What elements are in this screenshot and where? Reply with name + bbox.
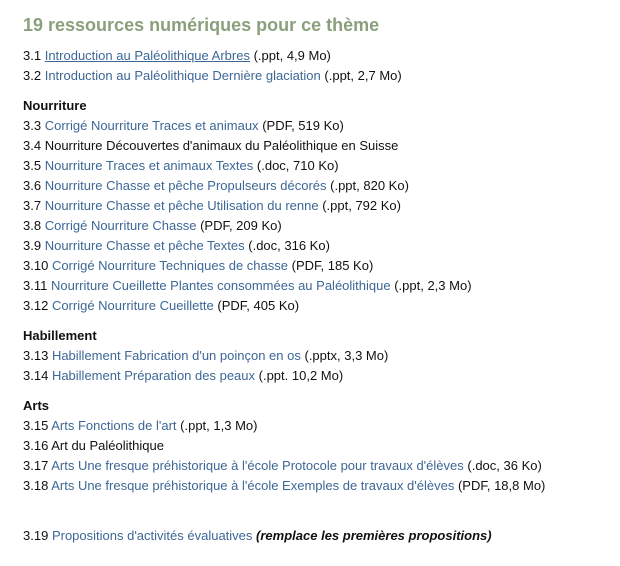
spacer <box>23 506 620 526</box>
resource-link[interactable]: Nourriture Chasse et pêche Utilisation du renne <box>44 198 319 213</box>
group-arts <box>23 396 620 496</box>
file-meta: (.doc, 36 Ko) <box>467 458 542 473</box>
file-meta: (.ppt, 820 Ko) <box>330 178 409 193</box>
resources-heading: 19 ressources numériques pour ce thème <box>23 15 380 35</box>
group-title: Nourriture <box>23 98 87 113</box>
file-meta: (PDF, 209 Ko) <box>200 218 282 233</box>
resource-item <box>23 476 620 496</box>
resource-item <box>23 256 620 276</box>
resource-item <box>23 416 620 436</box>
file-meta: (.pptx, 3,3 Mo) <box>304 348 389 363</box>
resource-item <box>23 436 620 456</box>
resource-item <box>23 296 620 316</box>
item-number: 3.9 <box>23 238 42 253</box>
item-number: 3.8 <box>23 218 42 233</box>
group-title: Habillement <box>23 328 97 343</box>
file-meta: (.doc, 316 Ko) <box>248 238 330 253</box>
resource-link[interactable]: Propositions d'activités évaluatives <box>51 528 253 543</box>
resource-link[interactable]: Arts Une fresque préhistorique à l'école Protocole pour travaux d'élèves <box>51 458 464 473</box>
resource-item <box>23 116 620 136</box>
item-number: 3.4 <box>23 138 42 153</box>
item-number: 3.7 <box>23 198 42 213</box>
resource-item <box>23 366 620 386</box>
group-title: Arts <box>23 398 50 413</box>
file-meta: (PDF, 405 Ko) <box>217 298 300 313</box>
item-number: 3.15 <box>23 418 49 433</box>
file-meta: (.ppt. 10,2 Mo) <box>258 368 344 383</box>
file-meta: (.ppt, 2,7 Mo) <box>324 68 402 83</box>
resource-link[interactable]: Arts Fonctions de l'art <box>51 418 177 433</box>
item-number: 3.3 <box>23 118 42 133</box>
resource-item <box>23 276 620 296</box>
resource-link[interactable]: Nourriture Cueillette Plantes consommées au Paléolithique <box>50 278 391 293</box>
file-meta: (PDF, 18,8 Mo) <box>457 478 546 493</box>
resource-link[interactable]: Corrigé Nourriture Techniques de chasse <box>51 258 288 273</box>
resource-link[interactable]: Habillement Préparation des peaux <box>51 368 256 383</box>
resource-item <box>23 176 620 196</box>
resource-link[interactable]: Corrigé Nourriture Chasse <box>44 218 197 233</box>
file-meta: (.ppt, 2,3 Mo) <box>394 278 472 293</box>
resource-link[interactable]: Corrigé Nourriture Cueillette <box>51 298 214 313</box>
resource-link[interactable]: Introduction au Paléolithique Dernière glaciation <box>44 68 321 83</box>
file-meta: (PDF, 519 Ko) <box>262 118 344 133</box>
resource-text: Art du Paléolithique <box>51 438 164 453</box>
resource-item <box>23 156 620 176</box>
resource-item <box>23 346 620 366</box>
item-number: 3.6 <box>23 178 42 193</box>
resource-link[interactable]: Corrigé Nourriture Traces et animaux <box>44 118 259 133</box>
resource-item <box>23 136 620 156</box>
file-meta: (.ppt, 1,3 Mo) <box>180 418 258 433</box>
resource-item <box>23 46 620 66</box>
item-number: 3.5 <box>23 158 42 173</box>
item-number: 3.18 <box>23 478 49 493</box>
item-number: 3.16 <box>23 438 49 453</box>
group-nourriture <box>23 96 620 316</box>
file-meta: (.ppt, 4,9 Mo) <box>253 48 331 63</box>
intro-group <box>23 46 620 86</box>
item-number: 3.2 <box>23 68 42 83</box>
item-number: 3.1 <box>23 48 42 63</box>
file-meta: (PDF, 185 Ko) <box>291 258 374 273</box>
replacement-note: (remplace les premières propositions) <box>256 528 492 543</box>
resource-item <box>23 66 620 86</box>
item-number: 3.17 <box>23 458 49 473</box>
resource-item <box>23 456 620 476</box>
resource-item <box>23 216 620 236</box>
resource-link[interactable]: Introduction au Paléolithique Arbres <box>44 48 250 63</box>
item-number: 3.13 <box>23 348 49 363</box>
file-meta: (.ppt, 792 Ko) <box>322 198 401 213</box>
resource-item <box>23 236 620 256</box>
resource-link[interactable]: Nourriture Chasse et pêche Textes <box>44 238 245 253</box>
item-number: 3.19 <box>23 528 49 543</box>
item-number: 3.11 <box>23 278 48 293</box>
resource-item <box>23 196 620 216</box>
resource-link[interactable]: Nourriture Traces et animaux Textes <box>44 158 254 173</box>
resource-link[interactable]: Habillement Fabrication d'un poinçon en os <box>51 348 301 363</box>
resource-text: Nourriture Découvertes d'animaux du Paléolithique en Suisse <box>44 138 399 153</box>
file-meta: (.doc, 710 Ko) <box>256 158 339 173</box>
resource-link[interactable]: Arts Une fresque préhistorique à l'école Exemples de travaux d'élèves <box>51 478 455 493</box>
group-habillement <box>23 326 620 386</box>
item-number: 3.14 <box>23 368 49 383</box>
resource-item <box>23 526 620 546</box>
resource-link[interactable]: Nourriture Chasse et pêche Propulseurs décorés <box>44 178 327 193</box>
item-number: 3.10 <box>23 258 49 273</box>
item-number: 3.12 <box>23 298 49 313</box>
